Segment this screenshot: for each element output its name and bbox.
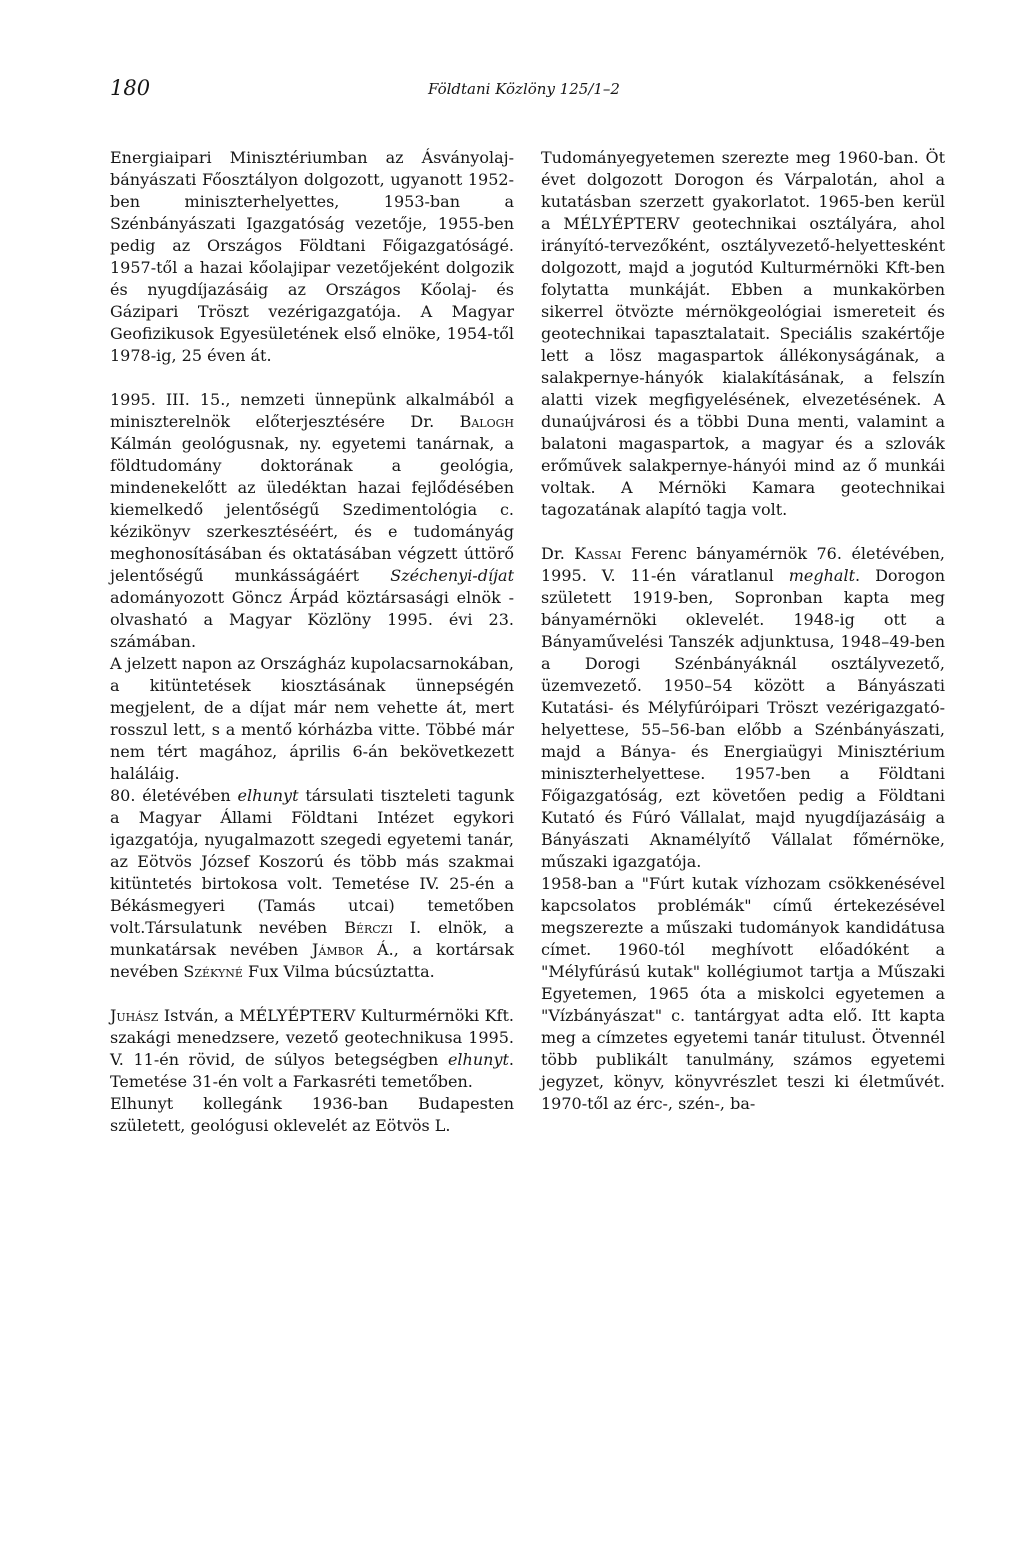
paragraph-juhasz-career: Tudományegyetemen szerezte meg 1960-ban. Öt évet dolgozott Dorogon és Várpalotán, ahol a kutatásban szerzett gyakorlatot. 1965-ben kerül a MÉLYÉPTERV geotechnikai osztályára, ahol irányító-tervezőként, osztályvezető-helyettesként dolgozott, majd a jogutód Kulturmérnöki Kft-ben folytatta munkáját. Ebben a munkakörben sikerrel ötvözte mérnökgeológiai ismereteit és geotechnikai tapasztalatait. Speciális szakértője lett a lösz magaspartok állékonyságának, a salakpernye-hányók kialakításának, a felszín alatti vizek megfigyelésének, elvezetésének. A dunaújvárosi és a többi Duna menti, valamint a balatoni magaspartok, a magyar és a szlovák erőművek salakpernye-hányói mind az ő munkái voltak. A Mérnöki Kamara geotechnikai tagozatának alapító tagja volt. xyxy=(541,148,945,519)
paragraph-biography-end: Energiaipari Minisztériumban az Ásványolaj-bányászati Főosztályon dolgozott, ugyanott 1952-ben miniszterhelyettes, 1953-ban a Szénbányászati Igazgatóság vezetője, 1955-ben pedig az Országos Földtani Főigazgatóságé. 1957-től a hazai kőolajipar vezetőjeként dolgozik és nyugdíjazásáig az Országos Kőolaj- és Gázipari Tröszt vezérigazgatója. A Magyar Geofizikusok Egyesületének első elnöke, 1954-től 1978-ig, 25 éven át. xyxy=(110,148,514,365)
person-name: Kassai xyxy=(574,544,622,563)
paragraph-juhasz-obituary: Juhász István, a MÉLYÉPTERV Kulturmérnöki Kft. szakági menedzsere, vezető geotechnikusa 1995. V. 11-én rövid, de súlyos betegségben elhunyt. Temetése 31-én volt a Farkasréti temetőben. xyxy=(110,1006,514,1091)
paragraph-balogh-award: 1995. III. 15., nemzeti ünnepünk alkalmából a miniszterelnök előterjesztésére Dr. Balogh Kálmán geológusnak, ny. egyetemi tanárnak, a földtudomány doktorának a geológia, mindenekelőtt az üledéktan hazai fejlődésében kiemelkedő jelentőségű Szedimentológia c. kézikönyv szerkesztéséért, és e tudományág meghonosításában és oktatásában végzett úttörő jelentőségű munkásságáért Széchenyi-díjat adományozott Göncz Árpád köztársasági elnök - olvasható a Magyar Közlöny 1995. évi 23. számában. xyxy=(110,390,514,651)
left-column xyxy=(110,147,514,1137)
award-name: Széchenyi-díjat xyxy=(390,566,514,585)
person-name: Jámbor xyxy=(312,940,364,959)
person-name: Juhász xyxy=(110,1006,159,1025)
person-name: Bérczi xyxy=(344,918,393,937)
paragraph-kassai-obituary: Dr. Kassai Ferenc bányamérnök 76. életévében, 1995. V. 11-én váratlanul meghalt. Dorogon született 1919-ben, Sopronban kapta meg bányamérnöki oklevelét. 1948-ig ott a Bányaművelési Tanszék adjunktusa, 1948–49-ben a Dorogi Szénbányáknál osztályvezető, üzemvezető. 1950–54 között a Bányászati Kutatási- és Mélyfúróipari Tröszt vezérigazgató-helyettese, 55–56-ban előbb a Szénbányászati, majd a Bánya- és Energiaügyi Minisztérium miniszterhelyettese. 1957-ben a Földtani Főigazgatóság, ezt követően pedig a Földtani Kutató és Fúró Vállalat, majd nyugdíjazásáig a Bányászati Aknamélyítő Vállalat főmérnöke, műszaki igazgatója. xyxy=(541,544,946,871)
paragraph-funeral: 80. életévében elhunyt társulati tiszteleti tagunk a Magyar Állami Földtani Intézet egykori igazgatója, nyugalmazott szegedi egyetemi tanár, az Eötvös József Koszorú és több más szakmai kitüntetés birtokosa volt. Temetése IV. 25-én a Békásmegyeri (Tamás utcai) temetőben volt.Társulatunk nevében Bérczi I. elnök, a munkatársak nevében Jámbor Á., a kortársak nevében Székyné Fux Vilma búcsúztatta. xyxy=(110,786,515,981)
page-number: 180 xyxy=(110,76,151,100)
paragraph-kassai-science: 1958-ban a "Fúrt kutak vízhozam csökkenésével kapcsolatos problémák" című értekezésével megszerezte a műszaki tudományok kandidátusa címet. 1960-tól meghívott előadóként a "Mélyfúrású kutak" kollégiumot tartja a Műszaki Egyetemen, 1965 óta a miskolci egyetemen a "Vízbányászat" c. tantárgyat adta elő. Itt kapta meg a címzetes egyetemi tanár titulust. Ötvennél több publikált tanulmány, számos egyetemi jegyzet, könyv, könyvrészlet teszi ki életművét. 1970-től az érc-, szén-, ba- xyxy=(541,874,945,1113)
person-name: Székyné xyxy=(183,962,243,981)
paragraph-juhasz-biography: Elhunyt kollegánk 1936-ban Budapesten született, geológusi oklevelét az Eötvös L. xyxy=(110,1094,514,1135)
paragraph-ceremony: A jelzett napon az Országház kupolacsarnokában, a kitüntetések kiosztásának ünnepségén megjelent, de a díjat már nem vehette át, mert rosszul lett, s a mentő kórházba vitte. Többé már nem tért magához, április 6-án bekövetkezett haláláig. xyxy=(110,654,514,783)
journal-title: Földtani Közlöny 125/1–2 xyxy=(428,80,620,98)
page-header xyxy=(110,76,962,106)
right-column xyxy=(541,147,945,1115)
person-name: Balogh xyxy=(459,412,514,431)
